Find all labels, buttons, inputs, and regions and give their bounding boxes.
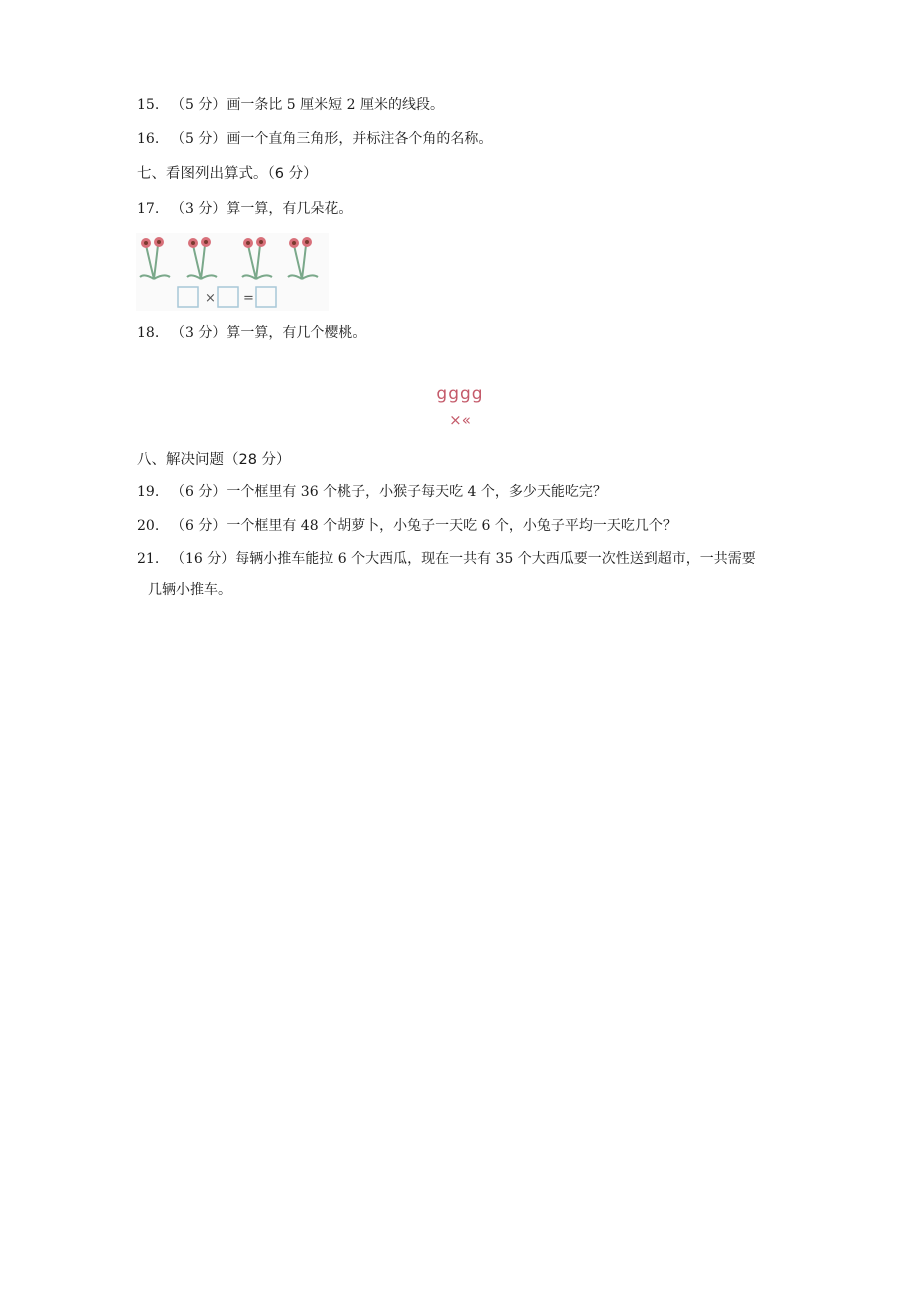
question-text: （5 分）画一条比 5 厘米短 2 厘米的线段。 (171, 97, 444, 113)
question-number: 19. (137, 484, 160, 500)
cherry-operator-glyphs: ×« (449, 411, 471, 429)
question-number: 18. (137, 325, 160, 341)
flowers-image (136, 233, 329, 311)
flower-pair-2 (187, 237, 217, 279)
question-text: （3 分）算一算，有几个樱桃。 (171, 325, 367, 341)
question-number: 20. (137, 518, 160, 534)
question-text: （6 分）一个框里有 36 个桃子，小猴子每天吃 4 个，多少天能吃完？ (171, 484, 607, 500)
flower-pair-4 (288, 237, 318, 279)
answer-box-1 (178, 287, 198, 307)
question-18 (137, 323, 366, 343)
question-17 (137, 199, 352, 219)
answer-box-2 (218, 287, 238, 307)
cherry-glyphs: gggg (436, 384, 484, 404)
question-21-continuation: 几辆小推车。 (148, 582, 232, 598)
question-20 (137, 516, 677, 536)
section-8-heading: 八、解决问题（28 分） (137, 452, 291, 468)
question-number: 15. (137, 97, 160, 113)
times-sign: × (205, 291, 216, 306)
flower-pair-3 (242, 237, 272, 279)
question-16 (137, 129, 492, 149)
question-number: 17. (137, 201, 160, 217)
section-7-heading: 七、看图列出算式。（6 分） (137, 166, 318, 182)
question-text: （5 分）画一个直角三角形，并标注各个角的名称。 (171, 131, 493, 147)
flowers-illustration (136, 233, 329, 311)
answer-box-3 (256, 287, 276, 307)
question-text: （16 分）每辆小推车能拉 6 个大西瓜，现在一共有 35 个大西瓜要一次性送到超市，一共需要 (171, 551, 756, 567)
question-15 (137, 95, 444, 115)
flower-pair-1 (140, 237, 170, 279)
question-21 (137, 549, 756, 569)
equals-sign: = (243, 291, 254, 306)
question-text: （3 分）算一算，有几朵花。 (171, 201, 353, 217)
question-number: 16. (137, 131, 160, 147)
question-19 (137, 482, 607, 502)
question-text: （6 分）一个框里有 48 个胡萝卜，小兔子一天吃 6 个，小兔子平均一天吃几个？ (171, 518, 677, 534)
question-number: 21. (137, 551, 160, 567)
